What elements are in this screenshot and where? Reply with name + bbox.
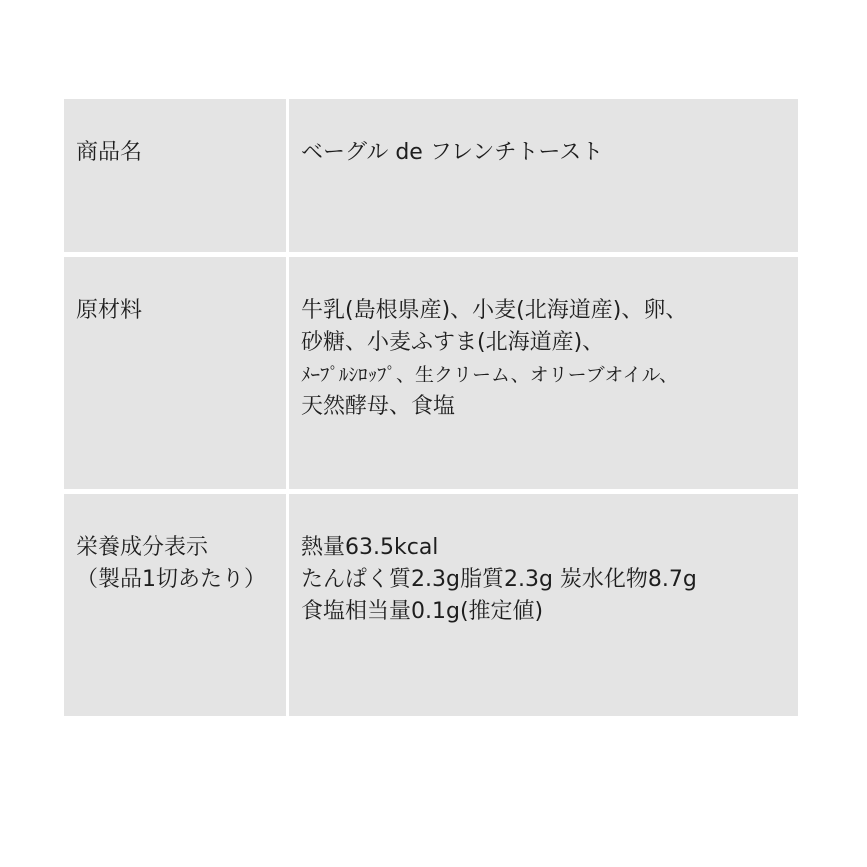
nutrition-label-sub: （製品1切あたり） [76,567,266,592]
ingredients-value-cell [289,257,798,494]
ingredients-line-1: 牛乳(島根県産)、小麦(北海道産)、卵、 [301,298,688,323]
product-name-header [64,99,289,257]
nutrition-salt: 食塩相当量0.1g(推定値) [301,599,544,624]
product-name-label: 商品名 [76,140,143,165]
nutrition-label: 栄養成分表示 [76,535,209,560]
nutrition-row [64,494,798,716]
ingredients-row [64,257,798,494]
ingredients-label: 原材料 [76,298,143,323]
ingredients-line-2: 砂糖、小麦ふすま(北海道産)、 [301,330,605,355]
product-info-table [64,99,798,716]
nutrition-energy: 熱量63.5kcal [301,535,439,560]
product-name-value-cell [289,99,798,257]
ingredients-line-3: ﾒｰﾌﾟﾙｼﾛｯﾌﾟ、生クリーム、オリーブオイル、 [301,364,678,386]
nutrition-value-cell [289,494,798,716]
nutrition-macros: たんぱく質2.3g脂質2.3g 炭水化物8.7g [301,567,697,592]
ingredients-header [64,257,289,494]
product-name-value: ベーグル de フレンチトースト [301,140,604,165]
product-name-row [64,99,798,257]
nutrition-header [64,494,289,716]
ingredients-line-4: 天然酵母、食塩 [301,394,456,419]
